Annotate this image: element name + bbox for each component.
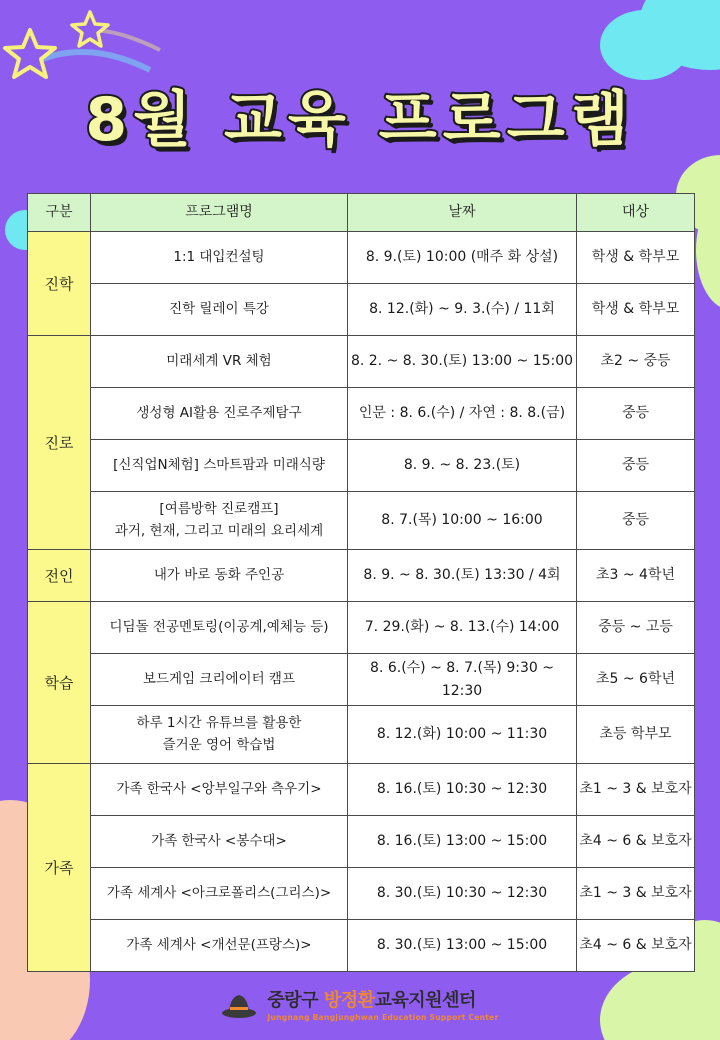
- program-cell: 가족 세계사 <개선문(프랑스)>: [91, 920, 348, 972]
- program-cell: 가족 한국사 <봉수대>: [91, 816, 348, 868]
- category-cell: 진로: [28, 336, 91, 550]
- center-name-suffix: 교육지원센터: [374, 990, 476, 1011]
- table-row: [28, 816, 695, 868]
- hat-logo-icon: [221, 989, 257, 1019]
- target-cell: 중등: [577, 440, 695, 492]
- program-cell: 가족 한국사 <앙부일구와 측우기>: [91, 764, 348, 816]
- program-line-2: 즐거운 영어 학습법: [162, 736, 276, 753]
- target-cell: 초등 학부모: [577, 706, 695, 764]
- center-name-accent: 방정환: [323, 990, 375, 1011]
- target-cell: 초4 ~ 6 & 보호자: [577, 816, 695, 868]
- table-row: [28, 920, 695, 972]
- date-cell: 7. 29.(화) ~ 8. 13.(수) 14:00: [348, 602, 577, 654]
- target-cell: 학생 & 학부모: [577, 284, 695, 336]
- target-cell: 초1 ~ 3 & 보호자: [577, 764, 695, 816]
- category-cell: 학습: [28, 602, 91, 764]
- table-row: [28, 440, 695, 492]
- footer-logo-block: [0, 984, 720, 1024]
- category-cell: 가족: [28, 764, 91, 972]
- star-icon-small: [72, 12, 108, 46]
- program-cell: 보드게임 크리에이터 캠프: [91, 654, 348, 706]
- header-date: 날짜: [348, 194, 577, 232]
- date-cell: 8. 9.(토) 10:00 (매주 화 상설): [348, 232, 577, 284]
- program-cell: 진학 릴레이 특강: [91, 284, 348, 336]
- table-header-row: [28, 194, 695, 232]
- program-cell: [91, 706, 348, 764]
- program-line-1: 하루 1시간 유튜브를 활용한: [136, 714, 302, 731]
- target-cell: 초5 ~ 6학년: [577, 654, 695, 706]
- center-name-prefix: 중랑구: [267, 990, 324, 1011]
- date-cell: 8. 2. ~ 8. 30.(토) 13:00 ~ 15:00: [348, 336, 577, 388]
- table-row: [28, 868, 695, 920]
- cloud-cyan-top-right-2: [600, 10, 690, 80]
- header-category: 구분: [28, 194, 91, 232]
- program-cell: [신직업N체험] 스마트팜과 미래식량: [91, 440, 348, 492]
- table-row: [28, 654, 695, 706]
- target-cell: 중등 ~ 고등: [577, 602, 695, 654]
- table-row: [28, 764, 695, 816]
- page-title: 8월 교육 프로그램: [85, 85, 635, 155]
- program-cell: [91, 492, 348, 550]
- date-cell: 8. 12.(화) ~ 9. 3.(수) / 11회: [348, 284, 577, 336]
- category-cell: 진학: [28, 232, 91, 336]
- target-cell: 학생 & 학부모: [577, 232, 695, 284]
- program-cell: 1:1 대입컨설팅: [91, 232, 348, 284]
- category-cell: 전인: [28, 550, 91, 602]
- date-cell: 8. 16.(토) 10:30 ~ 12:30: [348, 764, 577, 816]
- date-cell: 8. 7.(목) 10:00 ~ 16:00: [348, 492, 577, 550]
- date-cell: 8. 6.(수) ~ 8. 7.(목) 9:30 ~ 12:30: [348, 654, 577, 706]
- table-row: [28, 602, 695, 654]
- target-cell: 중등: [577, 388, 695, 440]
- center-name: [267, 986, 475, 1012]
- date-cell: 인문 : 8. 6.(수) / 자연 : 8. 8.(금): [348, 388, 577, 440]
- date-cell: 8. 30.(토) 10:30 ~ 12:30: [348, 868, 577, 920]
- table-row: [28, 492, 695, 550]
- target-cell: 초3 ~ 4학년: [577, 550, 695, 602]
- table-row: [28, 284, 695, 336]
- program-cell: 디딤돌 전공멘토링(이공계,예체능 등): [91, 602, 348, 654]
- header-target: 대상: [577, 194, 695, 232]
- header-program: 프로그램명: [91, 194, 348, 232]
- target-cell: 중등: [577, 492, 695, 550]
- date-cell: 8. 12.(화) 10:00 ~ 11:30: [348, 706, 577, 764]
- program-cell: 내가 바로 동화 주인공: [91, 550, 348, 602]
- program-cell: 생성형 AI활용 진로주제탐구: [91, 388, 348, 440]
- program-cell: 가족 세계사 <아크로폴리스(그리스)>: [91, 868, 348, 920]
- star-icon: [5, 30, 55, 77]
- target-cell: 초2 ~ 중등: [577, 336, 695, 388]
- program-line-2: 과거, 현재, 그리고 미래의 요리세계: [114, 522, 324, 539]
- table-row: [28, 550, 695, 602]
- date-cell: 8. 9. ~ 8. 30.(토) 13:30 / 4회: [348, 550, 577, 602]
- table-row: [28, 706, 695, 764]
- table-row: [28, 232, 695, 284]
- star-trail: [40, 52, 150, 70]
- target-cell: 초4 ~ 6 & 보호자: [577, 920, 695, 972]
- program-cell: 미래세계 VR 체험: [91, 336, 348, 388]
- center-name-english: Jungnang Bangjunghwan Education Support Center: [267, 1013, 499, 1022]
- table-row: [28, 336, 695, 388]
- date-cell: 8. 30.(토) 13:00 ~ 15:00: [348, 920, 577, 972]
- footer-text: [267, 986, 498, 1022]
- program-table: [27, 193, 695, 972]
- program-line-1: [여름방학 진로캠프]: [159, 500, 279, 517]
- date-cell: 8. 9. ~ 8. 23.(토): [348, 440, 577, 492]
- target-cell: 초1 ~ 3 & 보호자: [577, 868, 695, 920]
- table-row: [28, 388, 695, 440]
- date-cell: 8. 16.(토) 13:00 ~ 15:00: [348, 816, 577, 868]
